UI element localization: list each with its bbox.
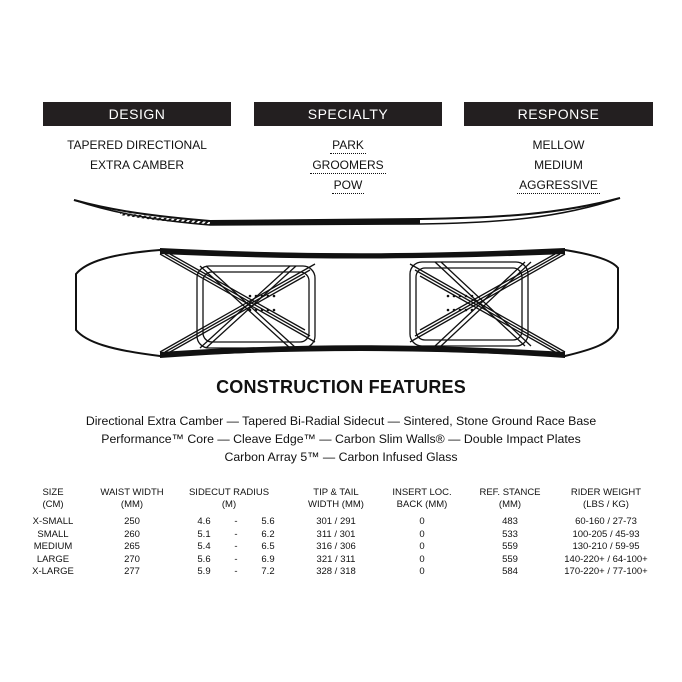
- spec-col-stance: [472, 487, 548, 579]
- spec-col-rider: [556, 487, 656, 579]
- cell-size: X-SMALL: [32, 516, 74, 527]
- response-list: [464, 135, 653, 195]
- cell-tip-tail: 311 / 301: [316, 528, 356, 540]
- cell-insert: 0: [419, 516, 425, 527]
- construction-title: CONSTRUCTION FEATURES: [216, 377, 466, 397]
- construction-line-2: Performance™ Core — Cleave Edge™ — Carbon Slim Walls® — Double Impact Plates: [101, 432, 581, 446]
- spec-col-sidecut-min: [186, 487, 222, 579]
- header-sidecut: SIDECUT RADIUS: [188, 487, 270, 498]
- cell-sidecut-max: 6.9: [261, 553, 275, 565]
- header-stance-unit: (MM): [498, 499, 522, 510]
- header-tip-tail-unit: WIDTH (MM): [308, 499, 364, 510]
- spec-col-waist: [92, 487, 172, 579]
- cell-waist: 270: [124, 553, 140, 565]
- response-header: RESPONSE: [464, 102, 653, 126]
- cell-tip-tail: 328 / 318: [316, 566, 356, 577]
- cell-stance: 584: [502, 566, 518, 577]
- board-profile-illustration: [0, 190, 682, 235]
- cell-sidecut-max: 5.6: [261, 516, 275, 527]
- header-size-unit: (CM): [42, 499, 64, 510]
- spec-col-sidecut-max: [250, 487, 286, 579]
- response-item-mellow: MELLOW: [532, 138, 585, 152]
- header-size: SIZE: [42, 487, 64, 498]
- header-waist: WAIST WIDTH: [100, 487, 164, 498]
- response-item-medium: MEDIUM: [534, 158, 583, 172]
- cell-sidecut-dash: -: [234, 566, 238, 577]
- header-insert: INSERT LOC.: [392, 487, 452, 498]
- cell-sidecut-min: 5.9: [197, 566, 211, 577]
- construction-line-1: Directional Extra Camber — Tapered Bi-Radial Sidecut — Sintered, Stone Ground Race Base: [85, 414, 597, 428]
- cell-stance: 483: [502, 516, 518, 527]
- cell-waist: 265: [124, 541, 140, 552]
- header-rider: RIDER WEIGHT: [570, 487, 642, 498]
- cell-rider: 130-210 / 59-95: [572, 541, 640, 552]
- header-waist-unit: (MM): [120, 499, 144, 510]
- spec-col-sidecut-dash: [228, 487, 244, 579]
- cell-sidecut-dash: -: [234, 528, 238, 540]
- cell-insert: 0: [419, 566, 425, 577]
- cell-sidecut-min: 4.6: [197, 516, 211, 527]
- construction-line-3: Carbon Array 5™ — Carbon Infused Glass: [224, 450, 458, 464]
- cell-size: LARGE: [36, 553, 70, 565]
- design-item-extra-camber: EXTRA CAMBER: [89, 158, 185, 172]
- cell-sidecut-max: 6.5: [261, 541, 275, 552]
- spec-col-size: [22, 487, 84, 579]
- cell-size: MEDIUM: [33, 541, 73, 552]
- cell-sidecut-min: 5.4: [197, 541, 211, 552]
- cell-waist: 260: [124, 528, 140, 540]
- cell-tip-tail: 321 / 311: [316, 553, 356, 565]
- cell-rider: 100-205 / 45-93: [572, 528, 640, 540]
- specialty-item-pow: POW: [333, 178, 363, 192]
- cell-insert: 0: [419, 541, 425, 552]
- cell-sidecut-max: 6.2: [261, 528, 275, 540]
- cell-sidecut-dash: -: [234, 516, 238, 527]
- header-sidecut-unit: (M): [221, 499, 237, 510]
- cell-stance: 559: [502, 541, 518, 552]
- cell-insert: 0: [419, 528, 425, 540]
- cell-stance: 559: [502, 553, 518, 565]
- spec-col-insert: [384, 487, 460, 579]
- cell-sidecut-dash: -: [234, 541, 238, 552]
- cell-size: SMALL: [37, 528, 69, 540]
- header-tip-tail: TIP & TAIL: [313, 487, 359, 498]
- design-list: [43, 135, 231, 175]
- cell-rider: 170-220+ / 77-100+: [564, 566, 648, 577]
- cell-rider: 140-220+ / 64-100+: [564, 553, 648, 565]
- cell-tip-tail: 301 / 291: [316, 516, 356, 527]
- board-top-view-illustration: [0, 238, 682, 368]
- specialty-item-park: PARK: [332, 138, 364, 152]
- cell-sidecut-dash: -: [234, 553, 238, 565]
- cell-sidecut-min: 5.6: [197, 553, 211, 565]
- cell-rider: 60-160 / 27-73: [575, 516, 637, 527]
- cell-stance: 533: [502, 528, 518, 540]
- specialty-item-groomers: GROOMERS: [312, 158, 384, 172]
- design-item-tapered-directional: TAPERED DIRECTIONAL: [67, 138, 207, 152]
- cell-waist: 277: [124, 566, 140, 577]
- specialty-list: [254, 135, 442, 195]
- cell-waist: 250: [124, 516, 140, 527]
- header-stance: REF. STANCE: [479, 487, 541, 498]
- cell-size: X-LARGE: [32, 566, 74, 577]
- spec-col-tip-tail: [298, 487, 374, 579]
- design-header: DESIGN: [43, 102, 231, 126]
- cell-insert: 0: [419, 553, 425, 565]
- header-insert-unit: BACK (MM): [396, 499, 448, 510]
- cell-tip-tail: 316 / 306: [316, 541, 356, 552]
- header-rider-unit: (LBS / KG): [583, 499, 629, 510]
- response-item-aggressive: AGGRESSIVE: [519, 178, 598, 192]
- cell-sidecut-min: 5.1: [197, 528, 211, 540]
- cell-sidecut-max: 7.2: [261, 566, 275, 577]
- specialty-header: SPECIALTY: [254, 102, 442, 126]
